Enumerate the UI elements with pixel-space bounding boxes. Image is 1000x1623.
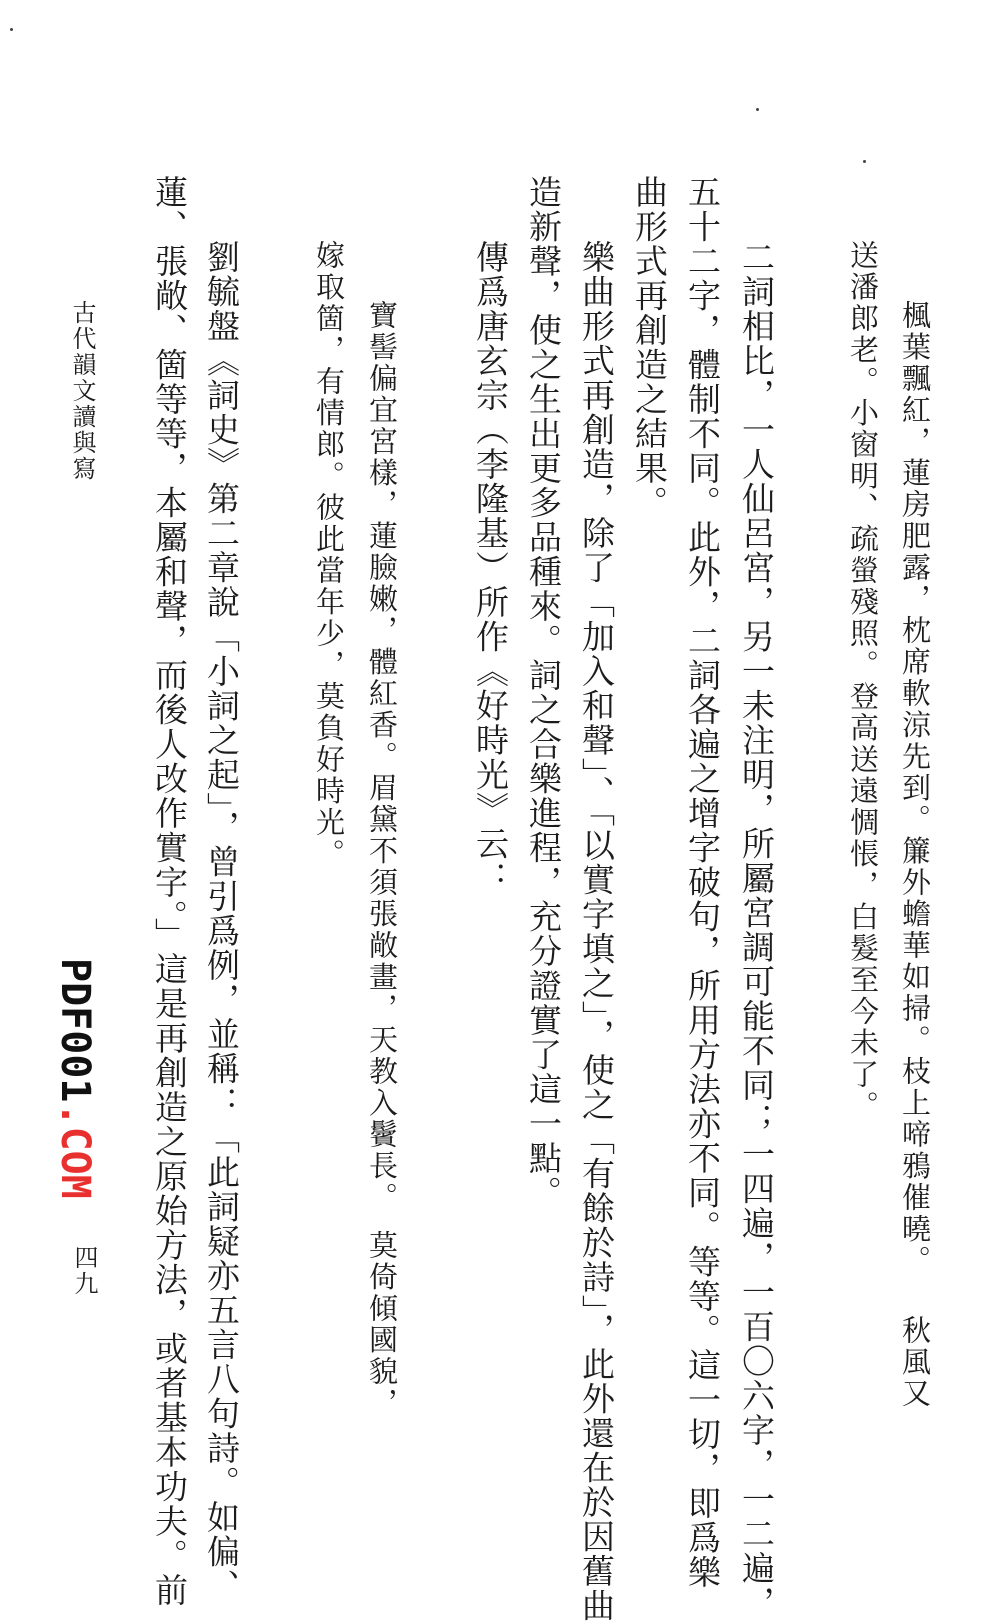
watermark: PDF001.COM <box>52 958 98 1199</box>
poem-line: 寶髻偏宜宮樣，蓮臉嫩，體紅香。眉黛不須張敞畫，天教入鬢長。 <box>365 300 399 1214</box>
body-text-line: 傳爲唐玄宗（李隆基）所作《好時光》云： <box>471 240 510 896</box>
body-text-line: 造新聲，使之生出更多品種來。詞之合樂進程，充分證實了這一點。 <box>524 175 563 1210</box>
scan-speck <box>863 160 866 163</box>
scan-speck <box>10 28 13 31</box>
poem-line-tail: 秋風又 <box>898 1315 932 1410</box>
body-text-line: 五十二字，體制不同。此外，二詞各遍之增字破句，所用方法亦不同。等等。這一切，即爲樂 <box>683 175 722 1590</box>
body-text-line: 蓮、張敞、箇等等，本屬和聲，而後人改作實字。」這是再創造之原始方法，或者基本功夫。前 <box>150 175 189 1608</box>
body-text-line: 二詞相比，一人仙呂宮，另一未注明，所屬宮調可能不同；一四遍，一百〇六字，一二遍， <box>737 240 776 1620</box>
poem-line: 嫁取箇，有情郎。彼此當年少，莫負好時光。 <box>312 240 346 870</box>
poem-line: 楓葉飄紅，蓮房肥露，枕席軟涼先到。簾外蟾華如掃。枝上啼鴉催曉。 <box>898 300 932 1277</box>
poem-line: 送潘郎老。小窗明、疏螢殘照。登高送遠惆悵，白髮至今未了。 <box>846 240 880 1122</box>
scan-speck <box>756 108 759 111</box>
running-title: 古代韻文讀與寫 <box>68 300 96 482</box>
page-number: 四九 <box>70 1245 98 1297</box>
poem-line-tail: 莫倚傾國貌， <box>365 1230 399 1419</box>
body-text-line: 樂曲形式再創造，除了「加入和聲」、「以實字填之」，使之「有餘於詩」，此外還在於因舊曲 <box>577 240 616 1623</box>
body-text-line: 曲形式再創造之結果。 <box>630 175 669 520</box>
body-text-line: 劉毓盤《詞史》第二章說「小詞之起」，曾引爲例，並稱：「此詞疑亦五言八句詩。如偏、 <box>202 240 241 1604</box>
